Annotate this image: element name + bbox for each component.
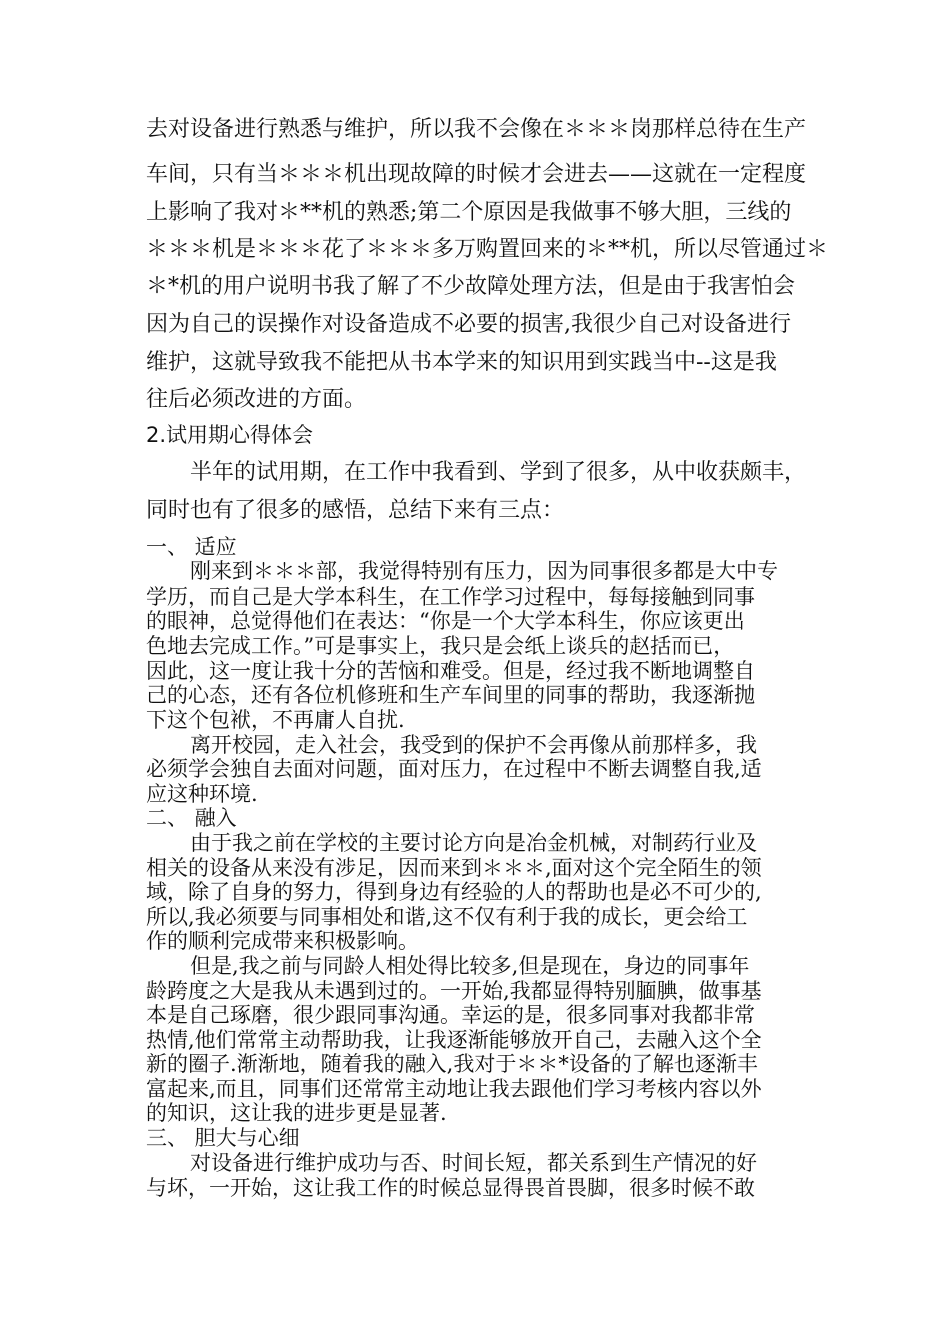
text-line: 应这种环境. — [146, 782, 258, 806]
text-line: ＊*机的用户说明书我了解了不少故障处理方法，但是由于我害怕会 — [146, 274, 796, 299]
text-line: 的眼神，总觉得他们在表达：“你是一个大学本科生，你应该更出 — [146, 609, 745, 633]
subsection-heading: 一、 适应 — [146, 535, 237, 559]
text-line: 本是自己琢磨，很少跟同事沟通。幸运的是，很多同事对我都非常 — [146, 1003, 755, 1027]
text-line: 上影响了我对＊**机的熟悉;第二个原因是我做事不够大胆，三线的 — [146, 200, 792, 225]
text-line: 热情,他们常常主动帮助我，让我逐渐能够放开自己，去融入这个全 — [146, 1028, 762, 1052]
text-line: 作的顺利完成带来积极影响。 — [146, 929, 419, 953]
subsection-heading: 二、 融入 — [146, 806, 237, 830]
text-line: 对设备进行维护成功与否、时间长短，都关系到生产情况的好 — [190, 1151, 757, 1175]
text-line: 富起来,而且，同事们还常常主动地让我去跟他们学习考核内容以外 — [146, 1077, 762, 1101]
text-line: 下这个包袱，不再庸人自扰. — [146, 708, 405, 732]
text-line: 己的心态，还有各位机修班和生产车间里的同事的帮助，我逐渐抛 — [146, 683, 755, 707]
text-line: 所以,我必须要与同事相处和谐,这不仅有利于我的成长，更会给工 — [146, 905, 748, 929]
text-line: 的知识，这让我的进步更是显著. — [146, 1101, 447, 1125]
text-line: 去对设备进行熟悉与维护，所以我不会像在＊＊＊岗那样总待在生产 — [146, 117, 807, 142]
text-line: 新的圈子.渐渐地，随着我的融入,我对于＊＊*设备的了解也逐渐丰 — [146, 1052, 758, 1076]
text-line: 色地去完成工作。”可是事实上，我只是会纸上谈兵的赵括而已， — [146, 634, 735, 658]
text-line: 同时也有了很多的感悟，总结下来有三点： — [146, 498, 565, 523]
text-line: 相关的设备从来没有涉足，因而来到＊＊＊,面对这个完全陌生的领 — [146, 856, 762, 880]
text-line: 但是,我之前与同龄人相处得比较多,但是现在，身边的同事年 — [190, 954, 750, 978]
text-line: 维护，这就导致我不能把从书本学来的知识用到实践当中--这是我 — [146, 350, 777, 375]
text-line: 域，除了自身的努力，得到身边有经验的人的帮助也是必不可少的, — [146, 880, 762, 904]
text-line: ＊＊＊机是＊＊＊花了＊＊＊多万购置回来的＊**机，所以尽管通过＊ — [146, 237, 829, 262]
text-line: 因为自己的误操作对设备造成不必要的损害,我很少自己对设备进行 — [146, 312, 791, 337]
text-line: 由于我之前在学校的主要讨论方向是冶金机械，对制药行业及 — [190, 831, 757, 855]
text-line: 学历，而自己是大学本科生，在工作学习过程中，每每接触到同事 — [146, 585, 755, 609]
text-line: 因此，这一度让我十分的苦恼和难受。但是，经过我不断地调整自 — [146, 659, 755, 683]
text-line: 龄跨度之大是我从未遇到过的。一开始,我都显得特别腼腆，做事基 — [146, 979, 762, 1003]
text-line: 往后必须改进的方面。 — [146, 387, 367, 412]
section-heading: 2.试用期心得体会 — [146, 423, 314, 447]
text-line: 离开校园，走入社会，我受到的保护不会再像从前那样多，我 — [190, 733, 757, 757]
text-line: 刚来到＊＊＊部，我觉得特别有压力，因为同事很多都是大中专 — [190, 559, 778, 583]
text-line: 必须学会独自去面对问题，面对压力，在过程中不断去调整自我,适 — [146, 757, 762, 781]
subsection-heading: 三、 胆大与心细 — [146, 1126, 300, 1150]
text-line: 半年的试用期，在工作中我看到、学到了很多，从中收获颇丰， — [190, 460, 807, 485]
text-line: 车间，只有当＊＊＊机出现故障的时候才会进去——这就在一定程度 — [146, 162, 807, 187]
text-line: 与坏，一开始，这让我工作的时候总显得畏首畏脚，很多时候不敢 — [146, 1176, 755, 1200]
